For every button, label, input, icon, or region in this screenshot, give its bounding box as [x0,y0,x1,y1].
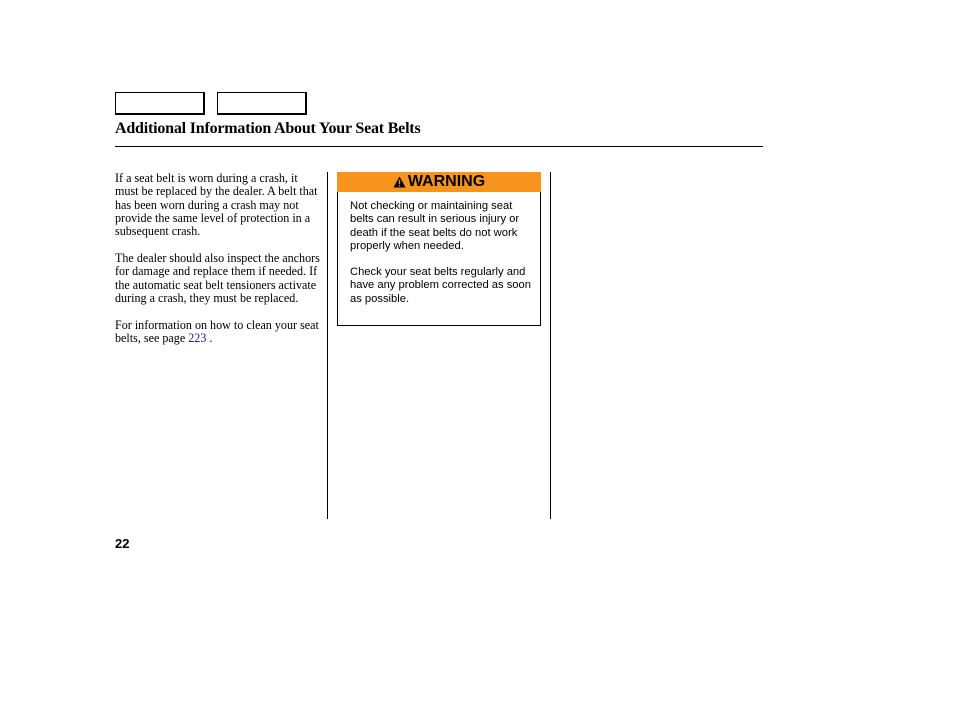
page-number: 22 [115,536,130,551]
column-divider-right [550,172,551,519]
warning-header [337,172,541,192]
paragraph-replace-belt: If a seat belt is worn during a crash, it must be replaced by the dealer. A belt that has been worn during a crash may not provide the same level of protection in a subsequent crash. [115,171,318,239]
page-223-link[interactable]: 223 [188,330,207,345]
cleaning-reference-prefix: For information on how to clean your seat belts, see page [115,317,319,345]
warning-paragraph-2: Check your seat belts regularly and have any problem corrected as soon as possible. [350,266,531,305]
cleaning-reference-suffix: . [206,330,213,345]
paragraph-cleaning-reference [115,319,321,346]
warning-body [350,200,536,319]
paragraph-inspect-anchors: The dealer should also inspect the anchors for damage and replace them if needed. If the automatic seat belt tensioners activate during a crash, they must be replaced. [115,250,320,305]
warning-box [337,172,541,326]
left-column [115,172,321,359]
nav-button-1[interactable] [115,92,205,115]
warning-triangle-icon [393,176,406,188]
nav-button-2[interactable] [217,92,307,115]
warning-label: WARNING [407,173,486,190]
warning-paragraph-1: Not checking or maintaining seat belts can result in serious injury or death if the seat belts do not work properly when needed. [350,200,520,252]
page-title: Additional Information About Your Seat Belts [115,120,421,137]
title-divider [115,146,763,147]
column-divider-left [327,172,328,519]
